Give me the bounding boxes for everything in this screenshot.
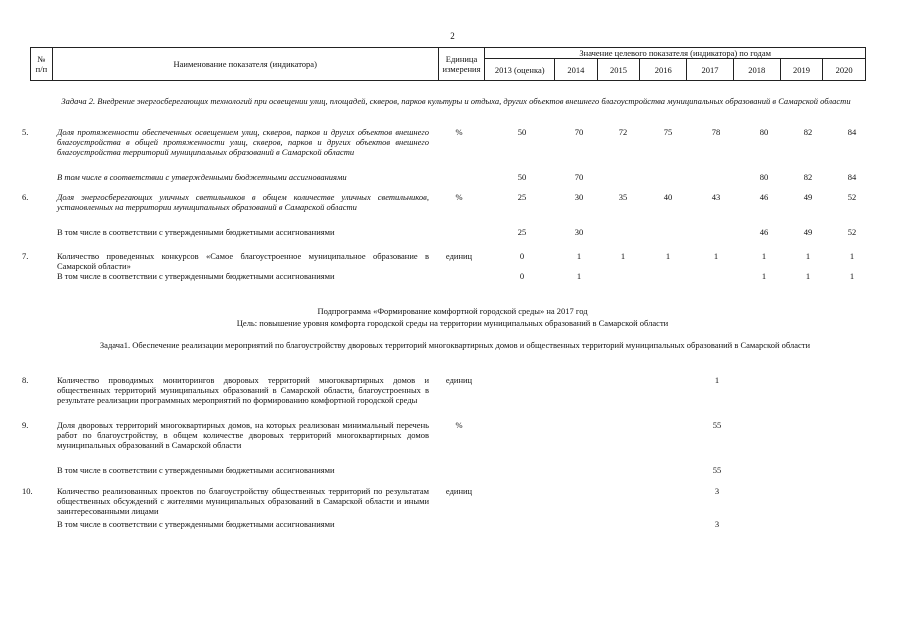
value-cell: 49 <box>803 227 813 237</box>
subprogram-title: Подпрограмма «Формирование комфортной городской среды» на 2017 год <box>317 306 588 316</box>
header-year: 2015 <box>597 59 640 81</box>
indicator-unit: единиц <box>445 486 473 496</box>
value-cell: 84 <box>847 172 857 182</box>
value-cell: 0 <box>519 251 525 261</box>
header-year: 2016 <box>640 59 687 81</box>
row-number: 8. <box>22 375 29 385</box>
header-year: 2019 <box>780 59 823 81</box>
value-cell: 84 <box>847 127 857 137</box>
value-cell: 1 <box>849 251 855 261</box>
header-values-title: Значение целевого показателя (индикатора) по годам <box>485 48 866 59</box>
header-year: 2013 (оценка) <box>485 59 555 81</box>
task-2-heading: Задача 2. Внедрение энергосберегающих технологий при освещении улиц, площадей, скверов, парков культуры и отдыха, других объектов внешнего благоустройства муниципальных образований в Самарской области <box>61 96 851 106</box>
indicator-unit: % <box>455 420 463 430</box>
value-cell: 70 <box>574 127 584 137</box>
sub-indicator-name: В том числе в соответствии с утвержденными бюджетными ассигнованиями <box>57 172 347 182</box>
task-1-heading: Задача1. Обеспечение реализации мероприятий по благоустройству дворовых территорий многоквартирных домов и общественных территорий муниципальных образований в Самарской области <box>99 340 811 350</box>
value-cell: 82 <box>803 172 813 182</box>
header-year: 2018 <box>733 59 780 81</box>
row-number: 10. <box>22 486 33 496</box>
sub-indicator-name: В том числе в соответствии с утвержденными бюджетными ассигнованиями <box>57 227 335 237</box>
indicator-name: Доля энергосберегающих уличных светильников в общем количестве уличных светильников, установленных на территории муниципальных образований в Самарской области <box>57 192 429 212</box>
sub-indicator-name: В том числе в соответствии с утвержденными бюджетными ассигнованиями <box>57 519 335 529</box>
value-cell: 50 <box>517 172 527 182</box>
value-cell: 3 <box>714 519 720 529</box>
header-year: 2017 <box>687 59 734 81</box>
value-cell: 1 <box>576 251 582 261</box>
value-cell: 1 <box>576 271 582 281</box>
value-cell: 30 <box>574 192 584 202</box>
value-cell: 43 <box>711 192 721 202</box>
value-cell: 1 <box>805 271 811 281</box>
indicator-unit: единиц <box>445 251 473 261</box>
row-number: 9. <box>22 420 29 430</box>
indicator-unit: % <box>455 127 463 137</box>
value-cell: 30 <box>574 227 584 237</box>
value-cell: 1 <box>761 251 767 261</box>
value-cell: 40 <box>663 192 673 202</box>
value-cell: 0 <box>519 271 525 281</box>
value-cell: 72 <box>618 127 628 137</box>
indicator-table-header <box>30 47 866 81</box>
value-cell: 55 <box>712 420 722 430</box>
sub-indicator-name: В том числе в соответствии с утвержденными бюджетными ассигнованиями <box>57 271 335 281</box>
value-cell: 1 <box>620 251 626 261</box>
indicator-unit: % <box>455 192 463 202</box>
subprogram-goal: Цель: повышение уровня комфорта городской среды на территории муниципальных образований в Самарской области <box>236 318 669 328</box>
value-cell: 50 <box>517 127 527 137</box>
value-cell: 25 <box>517 227 527 237</box>
page-number: 2 <box>450 31 455 41</box>
sub-indicator-name: В том числе в соответствии с утвержденными бюджетными ассигнованиями <box>57 465 335 475</box>
value-cell: 35 <box>618 192 628 202</box>
indicator-name: Доля протяженности обеспеченных освещением улиц, скверов, парков и других объектов внешнего благоустройства в общей протяженности улиц, скверов, парков и других объектов внешнего благоустройства территорий муниципальных образований в Самарской области <box>57 127 429 157</box>
row-number: 6. <box>22 192 29 202</box>
value-cell: 82 <box>803 127 813 137</box>
value-cell: 1 <box>849 271 855 281</box>
value-cell: 46 <box>759 192 769 202</box>
header-year: 2020 <box>823 59 866 81</box>
value-cell: 49 <box>803 192 813 202</box>
indicator-name: Количество проводимых мониторингов дворовых территорий многоквартирных домов и общественных территорий муниципальных образований в Самарской области, благоустроенных в результате реализации программных мероприятий по формированию комфортной городской среды <box>57 375 429 405</box>
value-cell: 78 <box>711 127 721 137</box>
indicator-name: Доля дворовых территорий многоквартирных домов, на которых реализован минимальный перечень работ по благоустройству, в общем количестве дворовых территорий многоквартирных домов муниципальных образований в Самарской области <box>57 420 429 450</box>
row-number: 5. <box>22 127 29 137</box>
value-cell: 1 <box>714 375 720 385</box>
value-cell: 1 <box>761 271 767 281</box>
value-cell: 75 <box>663 127 673 137</box>
header-year: 2014 <box>555 59 598 81</box>
value-cell: 52 <box>847 192 857 202</box>
value-cell: 1 <box>805 251 811 261</box>
value-cell: 70 <box>574 172 584 182</box>
indicator-name: Количество проведенных конкурсов «Самое благоустроенное муниципальное образование в Самарской области» <box>57 251 429 271</box>
indicator-name: Количество реализованных проектов по благоустройству общественных территорий по результатам общественных обсуждений с жителями муниципальных образований в Самарской области и иными заинтересованными лицами <box>57 486 429 516</box>
header-name: Наименование показателя (индикатора) <box>52 48 438 81</box>
value-cell: 52 <box>847 227 857 237</box>
row-number: 7. <box>22 251 29 261</box>
value-cell: 46 <box>759 227 769 237</box>
value-cell: 25 <box>517 192 527 202</box>
header-num: № п/п <box>31 48 53 81</box>
value-cell: 1 <box>665 251 671 261</box>
value-cell: 3 <box>714 486 720 496</box>
header-unit: Единица измерения <box>438 48 485 81</box>
value-cell: 55 <box>712 465 722 475</box>
value-cell: 80 <box>759 172 769 182</box>
indicator-unit: единиц <box>445 375 473 385</box>
value-cell: 1 <box>713 251 719 261</box>
value-cell: 80 <box>759 127 769 137</box>
